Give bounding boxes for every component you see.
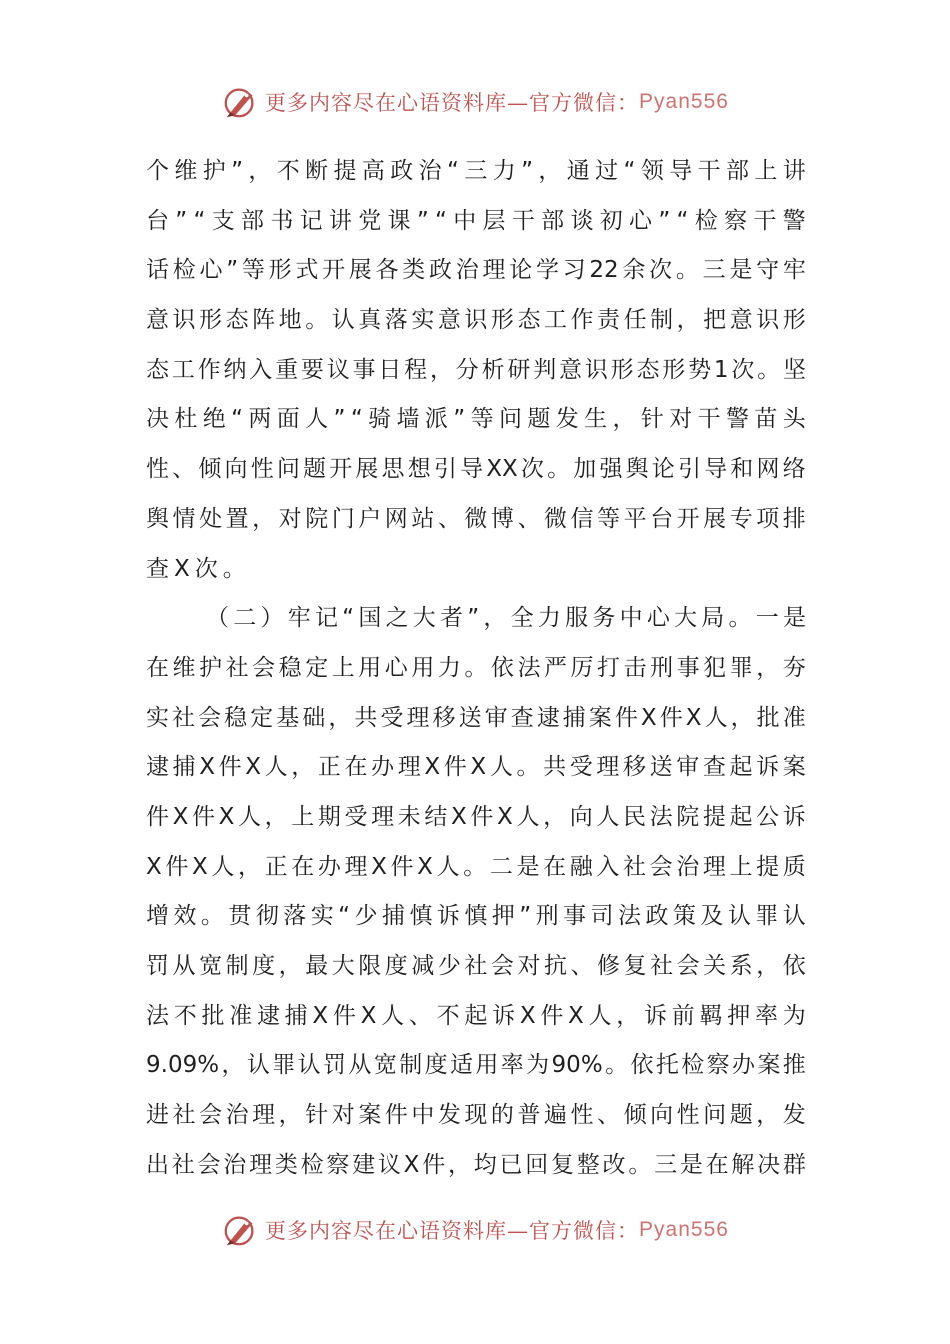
pen-nib-logo-icon — [221, 1211, 259, 1249]
text-line: 个 维 护 ” ， 不 断 提 高 政 治 “ 三 力 ” ， 通 过 “ 领 导 干 部 上 讲 — [146, 158, 806, 184]
text-line: 意 识 形 态 阵 地 。 认 真 落 实 意 识 形 态 工 作 责 任 制 ， 把 意 识 形 — [146, 307, 806, 334]
text-line: 逮 捕 X 件 X 人 ， 正 在 办 理 X 件 X 人 。 共 受 理 移 送 审 查 起 诉 案 — [146, 754, 806, 781]
text-line: 罚 从 宽 制 度 ， 最 大 限 度 减 少 社 会 对 抗 、 修 复 社 会 关 系 ， 依 — [146, 953, 806, 979]
text-line: 舆 情 处 置 ， 对 院 门 户 网 站 、 微 博 、 微 信 等 平 台 开 展 专 项 排 — [146, 505, 806, 532]
header-wechat-id: Pyan556 — [639, 90, 729, 113]
text-line: 增 效 。 贯 彻 落 实 “ 少 捕 慎 诉 慎 押 ” 刑 事 司 法 政 策 及 认 罪 认 — [146, 903, 806, 930]
text-line: 性 、 倾 向 性 问 题 开 展 思 想 引 导 XX 次 。 加 强 舆 论 引 导 和 网 络 — [146, 456, 806, 483]
text-line: 查 X 次 。 — [146, 555, 246, 582]
text-line: X 件 X 人 ， 正 在 办 理 X 件 X 人 。 二 是 在 融 入 社 会 治 理 上 提 质 — [146, 853, 806, 880]
footer-wechat-id: Pyan556 — [639, 1218, 729, 1241]
text-line: 实 社 会 稳 定 基 础 ， 共 受 理 移 送 审 查 逮 捕 案 件 X 件 X 人 ， 批 准 — [146, 704, 806, 731]
text-line: 决 杜 绝 “ 两 面 人 ” “ 骑 墙 派 ” 等 问 题 发 生 ， 针 对 干 警 苗 头 — [146, 406, 806, 433]
text-line: 进 社 会 治 理 ， 针 对 案 件 中 发 现 的 普 遍 性 、 倾 向 性 问 题 ， 发 — [146, 1102, 806, 1129]
header-watermark — [0, 80, 950, 124]
text-line: 台 ” “ 支 部 书 记 讲 党 课 ” “ 中 层 干 部 谈 初 心 ” “ 检 察 干 警 — [146, 207, 806, 234]
text-line: 出 社 会 治 理 类 检 察 建 议 X 件 ， 均 已 回 复 整 改 。 三 是 在 解 决 群 — [146, 1151, 806, 1178]
text-line: 法 不 批 准 逮 捕 X 件 X 人 、 不 起 诉 X 件 X 人 ， 诉 前 羁 押 率 为 — [146, 1002, 806, 1029]
text-line: 话 检 心 ” 等 形 式 开 展 各 类 政 治 理 论 学 习 22 余 次 。 三 是 守 牢 — [146, 257, 806, 284]
text-line: （ 二 ） 牢 记 “ 国 之 大 者 ” ， 全 力 服 务 中 心 大 局 。 一 是 — [206, 605, 806, 632]
document-body — [146, 147, 806, 1190]
text-line: 在 维 护 社 会 稳 定 上 用 心 用 力 。 依 法 严 厉 打 击 刑 事 犯 罪 ， 夯 — [146, 654, 806, 681]
text-line: 件 X 件 X 人 ， 上 期 受 理 未 结 X 件 X 人 ， 向 人 民 法 院 提 起 公 诉 — [146, 803, 806, 830]
text-line: 9.09% ， 认 罪 认 罚 从 宽 制 度 适 用 率 为 90% 。 依 托 检 察 办 案 推 — [146, 1052, 806, 1079]
text-line: 态 工 作 纳 入 重 要 议 事 日 程 ， 分 析 研 判 意 识 形 态 形 势 1 次 。 坚 — [146, 356, 806, 383]
footer-watermark-text: 更多内容尽在心语资料库—官方微信： — [265, 1219, 640, 1243]
pen-nib-logo-icon — [221, 83, 259, 121]
footer-watermark — [0, 1208, 950, 1252]
header-watermark-text: 更多内容尽在心语资料库—官方微信： — [265, 91, 640, 115]
